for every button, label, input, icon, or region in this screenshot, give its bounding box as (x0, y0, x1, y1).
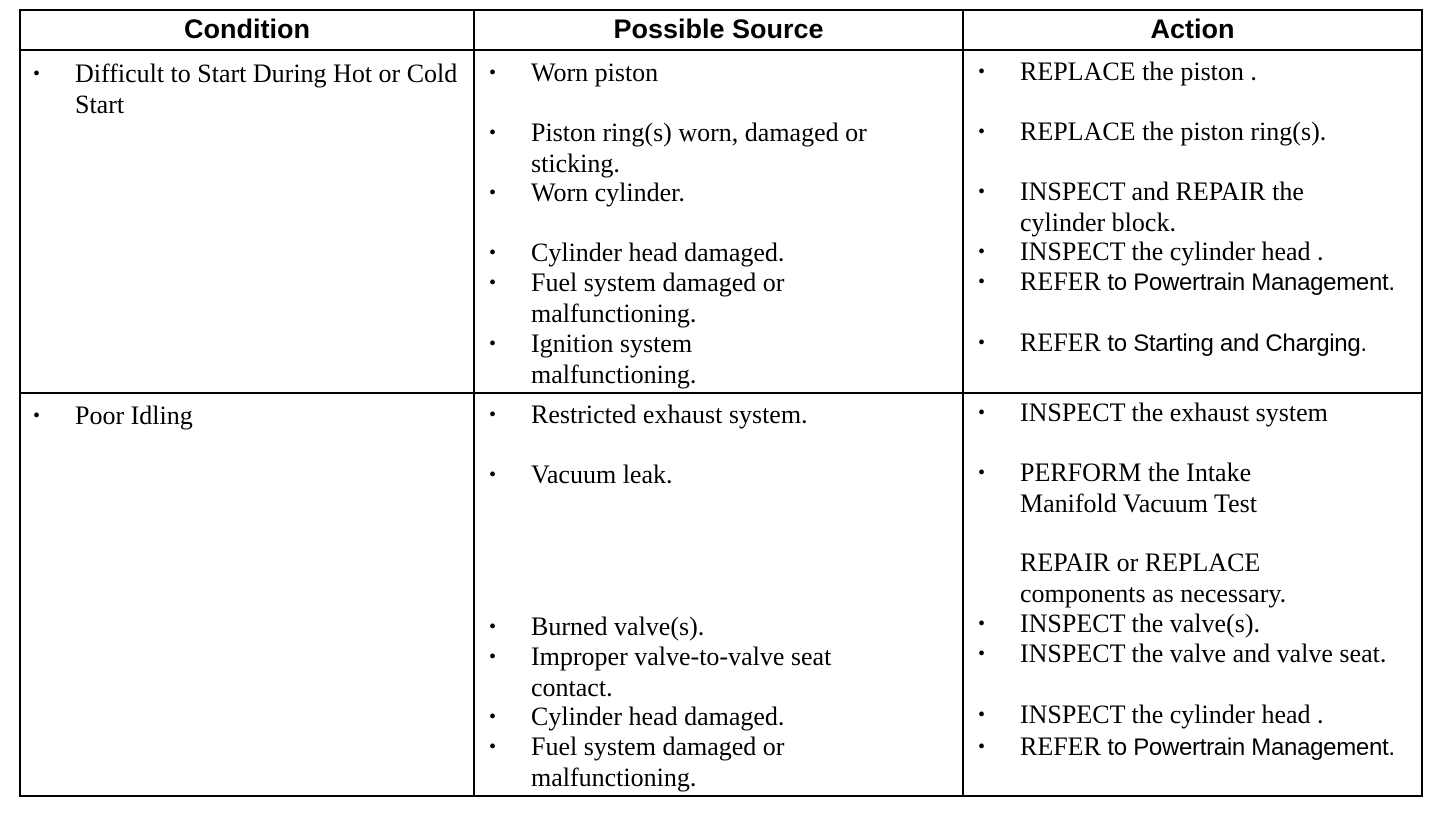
action-item: • INSPECT the cylinder head . (964, 700, 1421, 731)
header-action: Action (1150, 13, 1235, 44)
source-item: • Ignition system malfunctioning. (475, 329, 741, 390)
source-item: • Restricted exhaust system. (475, 400, 960, 431)
source-item: • Fuel system damaged or malfunctioning. (475, 732, 831, 793)
action-item: • REPLACE the piston . (964, 57, 1421, 88)
condition-text: Poor Idling (75, 401, 193, 430)
action-item: • REFER to Powertrain Management. (964, 732, 1421, 764)
action-item: • INSPECT the exhaust system (964, 398, 1421, 429)
source-item: • Worn cylinder. (475, 178, 960, 209)
row-divider (19, 392, 1423, 394)
table-border-right (1421, 9, 1423, 797)
source-item: • Improper valve-to-valve seat contact. (475, 642, 891, 703)
action-item: • INSPECT the cylinder head . (964, 237, 1421, 268)
action-item: • INSPECT the valve and valve seat. (964, 639, 1400, 670)
action-item: REPAIR or REPLACE components as necessary. (1020, 548, 1287, 608)
source-item: • Burned valve(s). (475, 612, 960, 643)
action-item: • REFER to Starting and Charging. (964, 328, 1421, 360)
header-possible-source: Possible Source (613, 13, 824, 44)
condition-item (19, 401, 469, 432)
source-item: • Piston ring(s) worn, damaged or sticking. (475, 118, 881, 179)
source-item: • Worn piston (475, 58, 960, 89)
source-item: • Fuel system damaged or malfunctioning. (475, 268, 831, 329)
action-item: • REFER to Powertrain Management. (964, 267, 1421, 299)
source-item: • Vacuum leak. (475, 460, 960, 491)
action-item: • REPLACE the piston ring(s). (964, 117, 1421, 148)
source-item: • Cylinder head damaged. (475, 238, 960, 269)
table-border-bottom (19, 795, 1423, 797)
source-item: • Cylinder head damaged. (475, 702, 960, 733)
action-item: • INSPECT and REPAIR the cylinder block. (964, 177, 1350, 238)
condition-item (19, 59, 469, 120)
header-condition: Condition (184, 13, 310, 44)
condition-text: Difficult to Start During Hot or Cold Start (75, 59, 458, 119)
action-item: • PERFORM the Intake Manifold Vacuum Test (964, 458, 1320, 519)
action-item: • INSPECT the valve(s). (964, 609, 1421, 640)
header-divider (19, 49, 1423, 51)
